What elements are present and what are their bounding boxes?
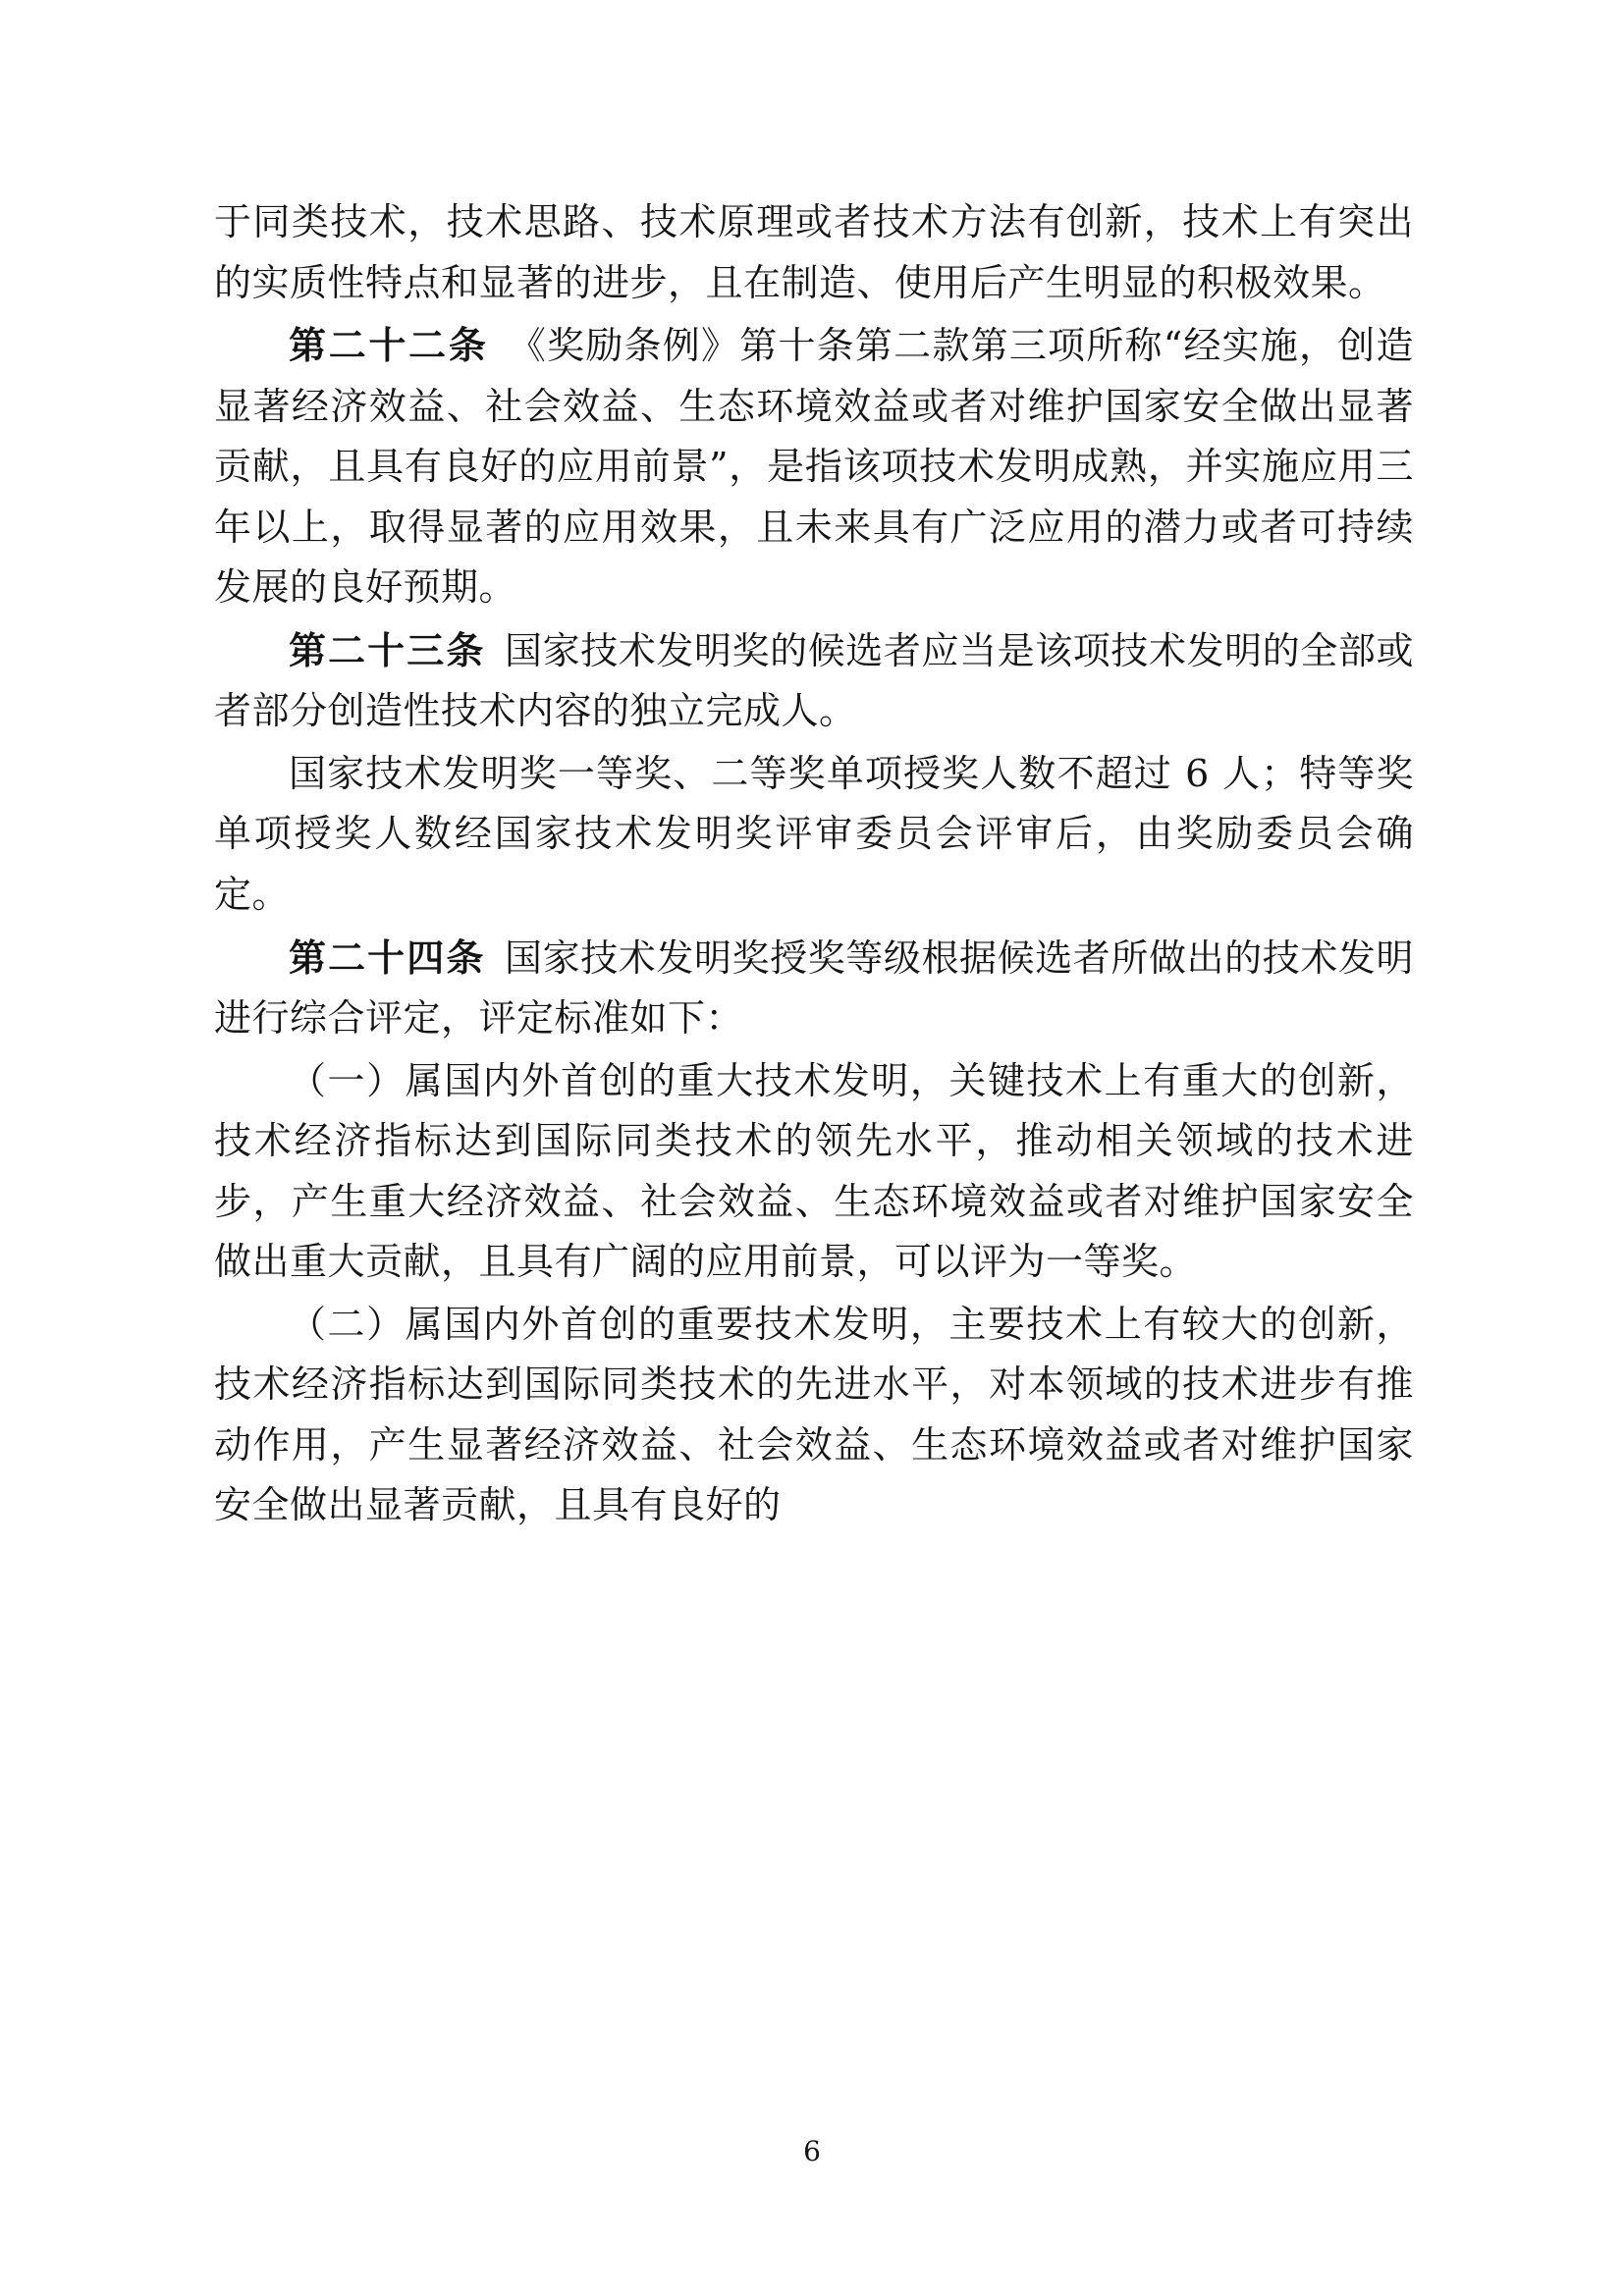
article-label: 第二十三条 xyxy=(289,627,486,672)
paragraph-text: 于同类技术，技术思路、技术原理或者技术方法有创新，技术上有突出的实质性特点和显著的进步，且在制造、使用后产生明显的积极效果。 xyxy=(214,200,1414,304)
article-label: 第二十二条 xyxy=(289,323,489,368)
paragraph-text: 国家技术发明奖的候选者应当是该项技术发明的全部或者部分创造性技术内容的独立完成人。 xyxy=(214,628,1414,733)
page-body-text xyxy=(214,192,1414,1538)
article-label: 第二十四条 xyxy=(289,934,486,980)
page-number: 6 xyxy=(803,2135,821,2167)
paragraph-article-24 xyxy=(214,928,1414,1049)
paragraph-text: 国家技术发明奖一等奖、二等奖单项授奖人数不超过 6 人；特等奖单项授奖人数经国家技术发明奖评审委员会评审后，由奖励委员会确定。 xyxy=(214,751,1414,917)
paragraph-text: （二）属国内外首创的重要技术发明，主要技术上有较大的创新，技术经济指标达到国际同类技术的先进水平，对本领域的技术进步有推动作用，产生显著经济效益、社会效益、生态环境效益或者对维护国家安全做出显著贡献，且具有良好的 xyxy=(214,1302,1414,1527)
paragraph-item-2 xyxy=(214,1295,1414,1536)
paragraph-continued-opening xyxy=(214,192,1414,313)
paragraph-text: （一）属国内外首创的重大技术发明，关键技术上有重大的创新，技术经济指标达到国际同类技术的领先水平，推动相关领域的技术进步，产生重大经济效益、社会效益、生态环境效益或者对维护国家安全做出重大贡献，且具有广阔的应用前景，可以评为一等奖。 xyxy=(214,1058,1414,1284)
paragraph-article-23-second xyxy=(214,744,1414,926)
paragraph-text: 《奖励条例》第十条第二款第三项所称“经实施，创造显著经济效益、社会效益、生态环境效益或者对维护国家安全做出显著贡献，且具有良好的应用前景”，是指该项技术发明成熟，并实施应用三年以上，取得显著的应用效果，且未来具有广泛应用的潜力或者可持续发展的良好预期。 xyxy=(214,324,1414,610)
paragraph-article-22 xyxy=(214,315,1414,618)
paragraph-item-1 xyxy=(214,1051,1414,1293)
paragraph-article-23 xyxy=(214,620,1414,742)
paragraph-text: 国家技术发明奖授奖等级根据候选者所做出的技术发明进行综合评定，评定标准如下： xyxy=(214,935,1414,1041)
